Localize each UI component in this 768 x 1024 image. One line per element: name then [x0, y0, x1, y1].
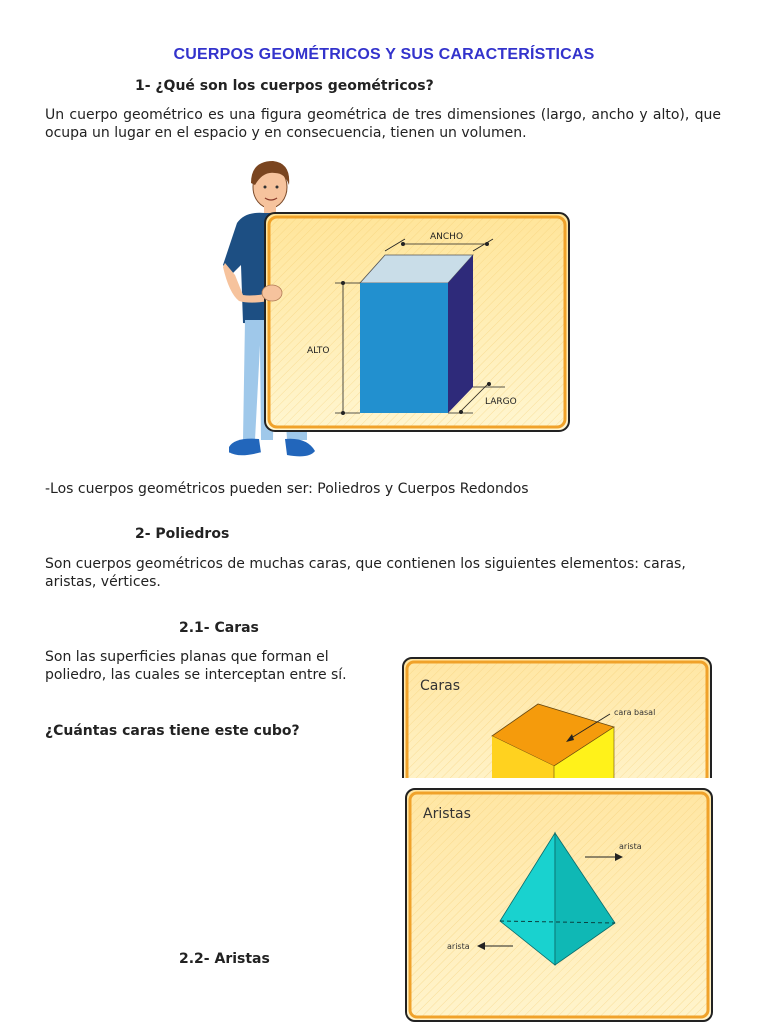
section-1-heading: 1- ¿Qué son los cuerpos geométricos? [135, 78, 434, 94]
cube-question: ¿Cuántas caras tiene este cubo? [45, 723, 300, 739]
section-2-paragraph: Son cuerpos geométricos de muchas caras, que contienen los siguientes elementos: caras, aristas, vértices. [45, 556, 686, 590]
label-largo: LARGO [485, 397, 517, 407]
label-alto: ALTO [307, 346, 330, 356]
edges-figure-title: Aristas [423, 806, 471, 822]
faces-figure [402, 656, 714, 778]
section-2-2-heading: 2.2- Aristas [179, 951, 270, 967]
label-ancho: ANCHO [430, 232, 464, 242]
section-2-1-heading: 2.1- Caras [179, 620, 259, 636]
section-2-1-paragraph: Son las superficies planas que forman el poliedro, las cuales se interceptan entre sí. [45, 649, 347, 683]
section-1-paragraph: Un cuerpo geométrico es una figura geométrica de tres dimensiones (largo, ancho y alto), que ocupa un lugar en el espacio y en consecuencia, tienen un volumen. [45, 107, 721, 141]
label-cara-basal: cara basal [614, 708, 656, 717]
label-arista-bottom: arista [447, 942, 470, 951]
section-2-heading: 2- Poliedros [135, 526, 230, 542]
edges-figure [405, 787, 715, 1023]
label-arista-top: arista [619, 842, 642, 851]
page-title: CUERPOS GEOMÉTRICOS Y SUS CARACTERÍSTICAS [173, 46, 595, 63]
types-note: -Los cuerpos geométricos pueden ser: Poliedros y Cuerpos Redondos [45, 481, 529, 497]
prism-dimensions-figure [215, 155, 575, 465]
prism-front-face [360, 283, 448, 413]
faces-figure-title: Caras [420, 678, 460, 694]
